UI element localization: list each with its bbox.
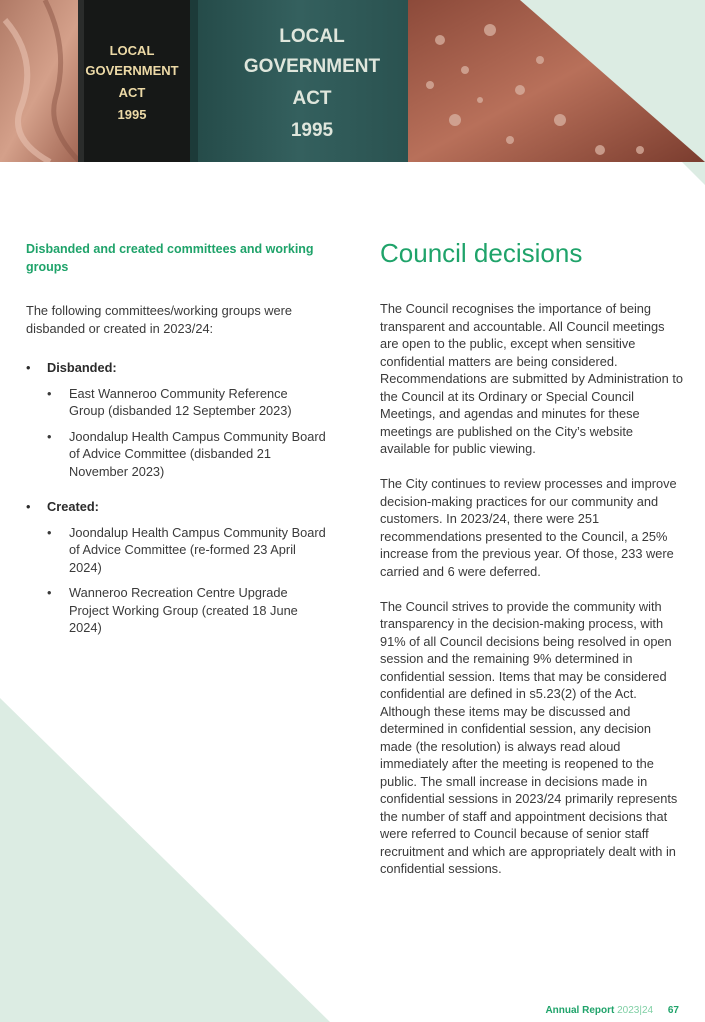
footer-year: 2023|24 [617,1005,654,1016]
disbanded-label: • Disbanded: [47,360,117,375]
page-number: 67 [667,1005,679,1016]
created-group [26,498,326,637]
disbanded-group [26,359,326,480]
list-item: • Wanneroo Recreation Centre Upgrade Project Working Group (created 18 June 2024) [47,584,326,637]
committee-groups-list [26,359,326,637]
list-item: • Joondalup Health Campus Community Board of Advice Committee (disbanded 21 November 2023) [47,428,326,481]
paragraph: The Council recognises the importance of being transparent and accountable. All Council meetings are open to the public, except when sensitive confidential matters are being considered. Recommendations are submitted by Administration to the Council at its Ordinary or Special Council Meetings, and agendas and minutes for these meetings are published on the City’s website available for public viewing. [380,301,684,456]
disbanded-items [47,385,326,481]
created-items [47,524,326,637]
book-right-line-2: GOVERNMENT [243,56,381,77]
left-column [26,240,326,655]
page-footer [545,1005,679,1016]
book-right-line-3: ACT [292,88,332,109]
book-right-line-1: LOCAL [279,26,345,47]
committees-subheading: Disbanded and created committees and working groups [26,242,314,274]
created-label: • Created: [47,499,99,514]
list-item: • Joondalup Health Campus Community Board of Advice Committee (re-formed 23 April 2024) [47,524,326,577]
book-left-line-1: LOCAL [109,43,155,58]
header-photo [0,0,705,162]
book-left-line-2: GOVERNMENT [85,63,179,78]
list-item: • East Wanneroo Community Reference Group (disbanded 12 September 2023) [47,385,326,420]
book-left-line-4: 1995 [117,107,147,122]
book-left-line-3: ACT [118,85,146,100]
right-column [380,236,685,895]
footer-label: Annual Report [545,1005,615,1016]
paragraph: The City continues to review processes and improve decision-making practices for our community and customers. In 2023/24, there were 251 recommendations presented to the Council, a 25% increase from the previous year. Of those, 233 were carried and 6 were deferred. [380,476,677,579]
page-title: Council decisions [380,238,583,268]
committees-intro: The following committees/working groups were disbanded or created in 2023/24: [26,303,293,336]
paragraph: The Council strives to provide the community with transparency in the decision-making process, with 91% of all Council decisions being resolved in open session and the remaining 9% determined in confidential session. Items that may be considered confidential are defined in s5.23(2) of the Act. Although these items may be discussed and determined in confidential session, any decision made (the resolution) is always read aloud immediately after the meeting is reopened to the public. The small increase in decisions made in confidential sessions in 2023/24 primarily represents the number of staff and appointment decisions that were referred to Council because of senior staff recruitment and which are appropriately dealt with in confidential sessions. [380,598,678,876]
book-right-line-4: 1995 [290,120,334,141]
